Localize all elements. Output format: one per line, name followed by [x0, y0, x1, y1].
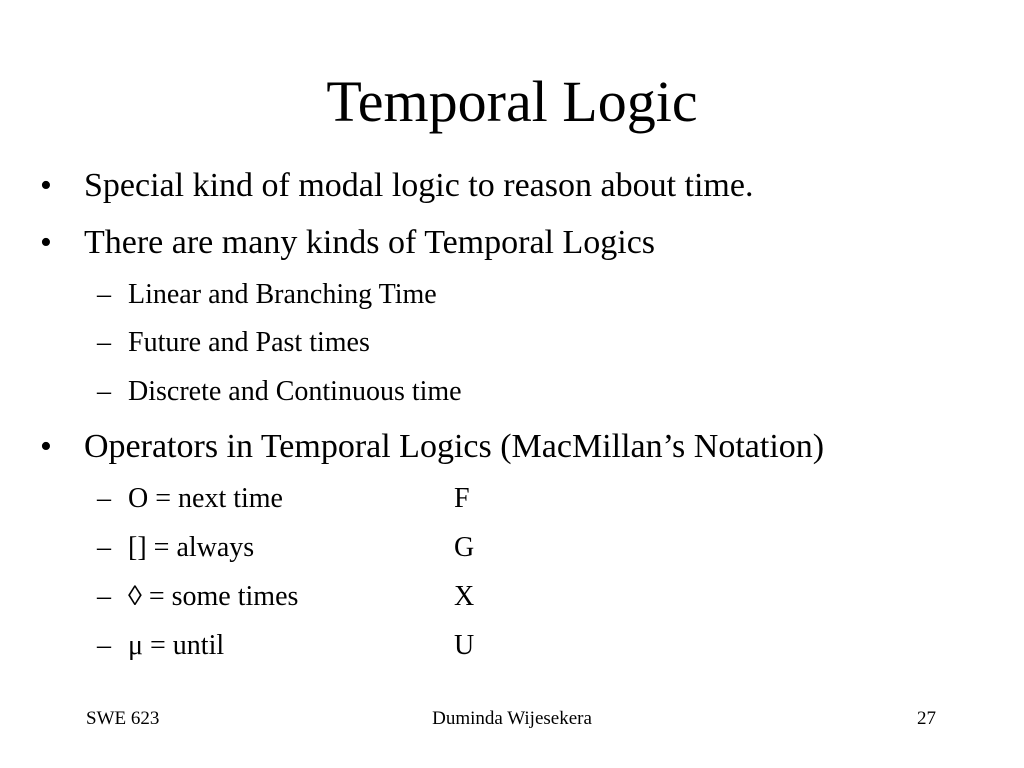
operator-text: [] = always	[128, 532, 255, 563]
dash-marker: –	[97, 279, 111, 310]
dash-marker: –	[97, 376, 111, 407]
dash-marker: –	[97, 630, 111, 661]
bullet-marker: •	[40, 224, 52, 261]
bullet-text: Special kind of modal logic to reason about time.	[84, 167, 754, 204]
sub-bullet-text: Future and Past times	[128, 327, 370, 358]
slide-title: Temporal Logic	[326, 69, 698, 134]
operator-code: X	[454, 581, 475, 612]
bullet-text: There are many kinds of Temporal Logics	[84, 224, 656, 261]
dash-marker: –	[97, 581, 111, 612]
footer-page-number: 27	[917, 708, 936, 729]
footer-course: SWE 623	[86, 708, 160, 729]
operator-text: O = next time	[128, 483, 283, 514]
bullet-text: Operators in Temporal Logics (MacMillan’s Notation)	[84, 428, 825, 465]
footer-author: Duminda Wijesekera	[432, 708, 592, 729]
operator-code: F	[454, 483, 470, 514]
operator-text: μ = until	[128, 630, 225, 661]
operator-code: G	[454, 532, 475, 563]
bullet-marker: •	[40, 428, 52, 465]
sub-bullet-text: Discrete and Continuous time	[128, 376, 462, 407]
operator-code: U	[454, 630, 475, 661]
dash-marker: –	[97, 532, 111, 563]
bullet-marker: •	[40, 167, 52, 204]
dash-marker: –	[97, 327, 111, 358]
dash-marker: –	[97, 483, 111, 514]
sub-bullet-text: Linear and Branching Time	[128, 279, 437, 310]
operator-text: ◊ = some times	[128, 581, 299, 612]
